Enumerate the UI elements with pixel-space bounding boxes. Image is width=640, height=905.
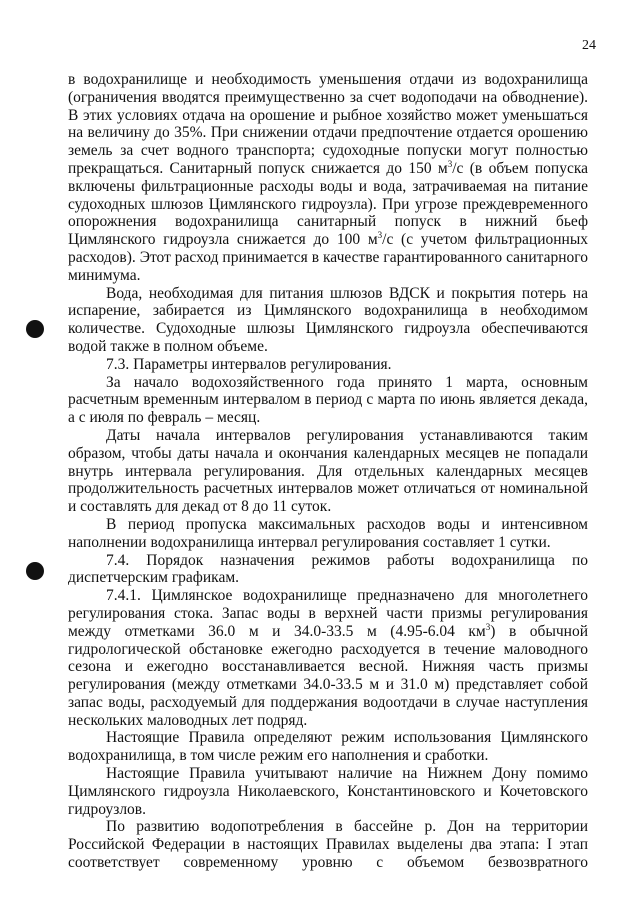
paragraph: в водохранилище и необходимость уменьшения отдачи из водохранилища (ограничения вводятся преимущественно за счет водоподачи на обводнение). В этих условиях отдача на орошение и рыбное хозяйство может уменьшаться на величину до 35%. При снижении отдачи предпочтение отдается орошению земель за счет водного транспорта; судоходные попуски могут полностью прекращаться. Санитарный попуск снижается до 150 $м^3/с$ (в объем попуска включены фильтрационные расходы воды и вода, затрачиваемая на питание судоходных шлюзов Цимлянского гидроузла). При угрозе преждевременного опорожнения водохранилища санитарный попуск в нижний бьеф Цимлянского гидроузла снижается до 100 $м^3/с$ (с учетом фильтрационных расходов). Этот расход принимается в качестве гарантированного санитарного минимума. (68, 71, 588, 284)
punch-hole-mark (26, 562, 44, 580)
punch-hole-mark (26, 320, 44, 338)
paragraph: Даты начала интервалов регулирования устанавливаются таким образом, чтобы даты начала и окончания календарных месяцев не попадали внутрь интервала регулирования. Для отдельных календарных месяцев продолжительность расчетных интервалов может отличаться от номинальной и составлять для декад от 8 до 11 суток. (68, 426, 588, 516)
paragraph: Настоящие Правила учитывают наличие на Нижнем Дону помимо Цимлянского гидроузла Николаевского, Константиновского и Кочетовского гидроузлов. (68, 765, 588, 818)
paragraph: 7.4.1. Цимлянское водохранилище предназначено для многолетнего регулирования стока. Запас воды в верхней части призмы регулирования между отметками 36.0 м и 34.0-33.5 м (4.95-6.04 $км^3$) в обычной гидрологической обстановке ежегодно расходуется в течение маловодного сезона и ежегодно восстанавливается весной. Нижняя часть призмы регулирования (между отметками 34.0-33.5 м и 31.0 м) представляет собой запас воды, расходуемый для поддержания водоотдачи в случае наступления нескольких маловодных лет подряд. (68, 587, 588, 729)
section-heading-7-4: 7.4. Порядок назначения режимов работы водохранилища по диспетчерским графикам. (68, 551, 588, 587)
paragraph: По развитию водопотребления в бассейне р. Дон на территории Российской Федерации в настоящих Правилах выделены два этапа: I этап соответствует современному уровню с объемом безвозвратного (68, 818, 588, 872)
paragraph: Вода, необходимая для питания шлюзов ВДСК и покрытия потерь на испарение, забирается из Цимлянского водохранилища в необходимом количестве. Судоходные шлюзы Цимлянского гидроузла обеспечиваются водой также в полном объеме. (68, 284, 588, 355)
paragraph: За начало водохозяйственного года принято 1 марта, основным расчетным временным интервалом в период с марта по июнь является декада, а с июля по февраль – месяц. (68, 373, 588, 427)
section-heading-7-3: 7.3. Параметры интервалов регулирования. (106, 355, 392, 373)
paragraph: Настоящие Правила определяют режим использования Цимлянского водохранилища, в том числе режим его наполнения и сработки. (68, 729, 588, 765)
page-number: 24 (582, 38, 596, 53)
paragraph: В период пропуска максимальных расходов воды и интенсивном наполнении водохранилища интервал регулирования составляет 1 сутки. (68, 515, 588, 551)
document-body (68, 71, 588, 872)
